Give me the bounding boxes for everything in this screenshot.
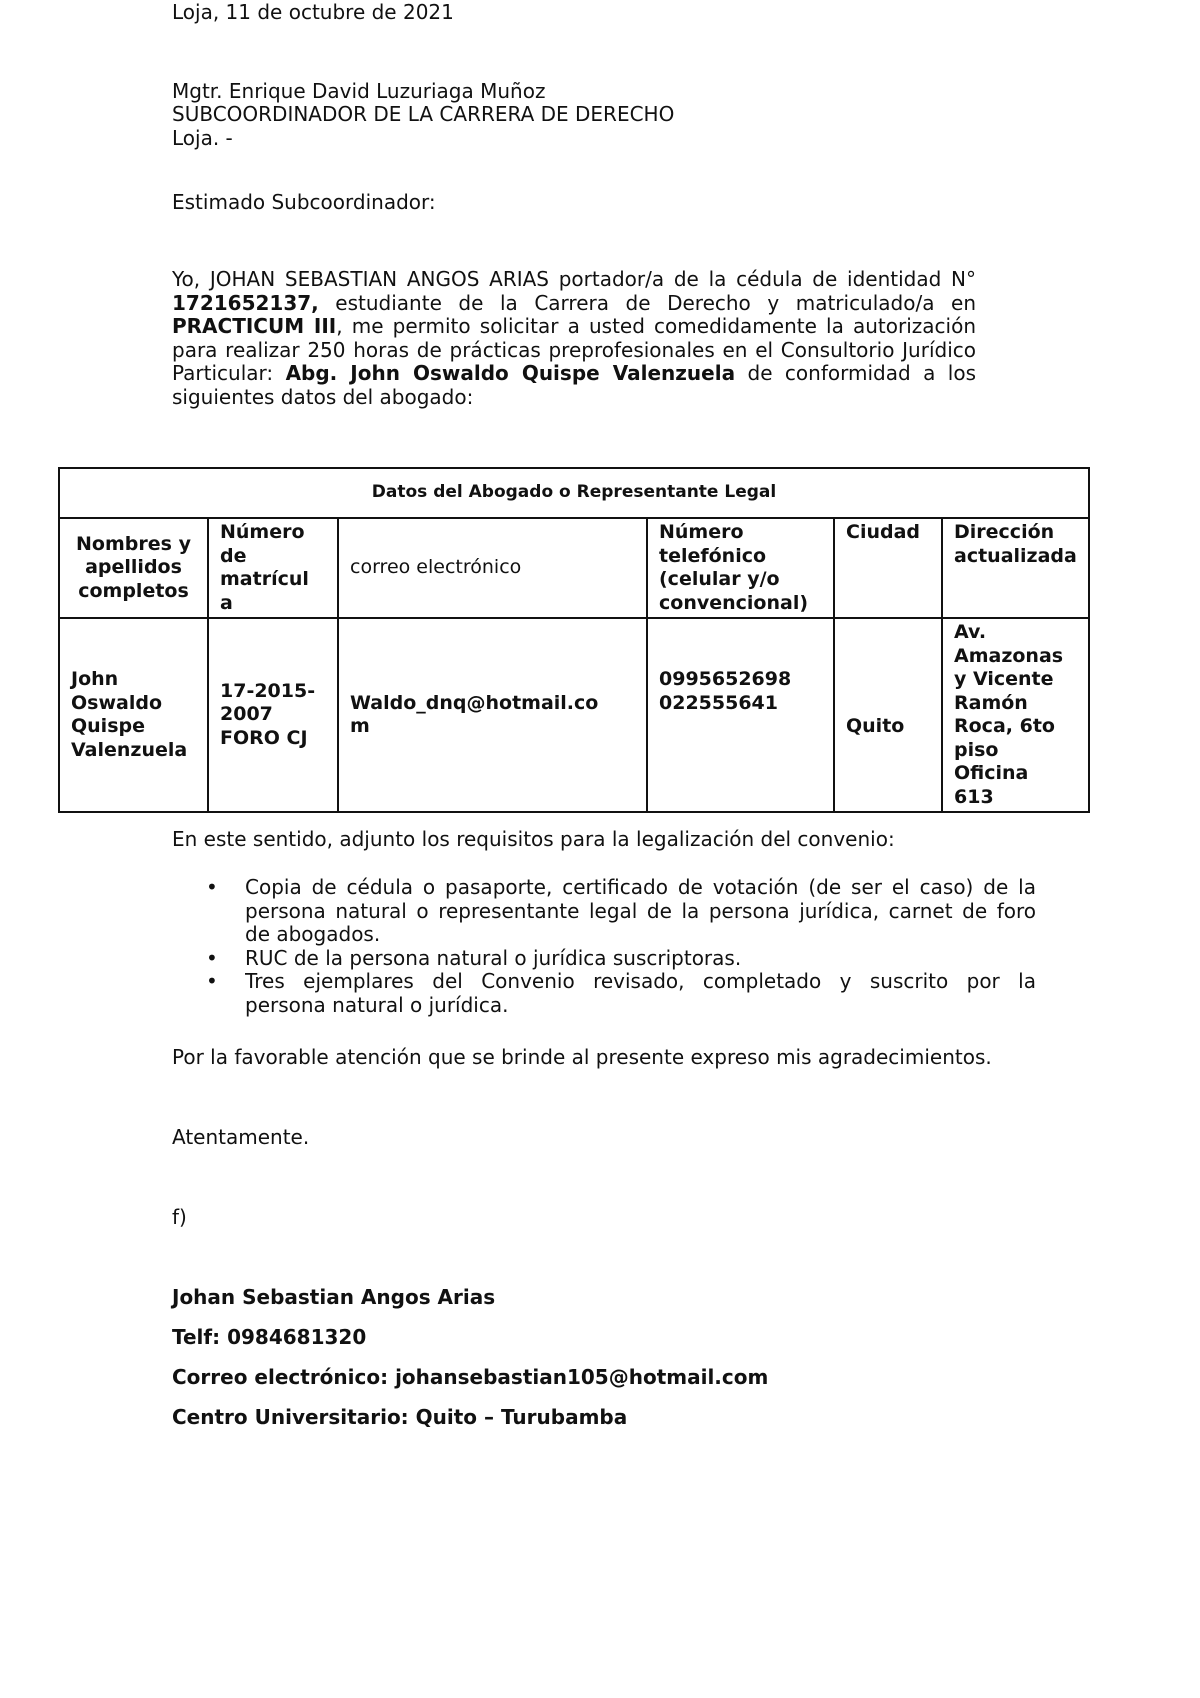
body-line: para realizar 250 horas de prácticas preprofesionales en el Consultorio Jurídico: [172, 338, 976, 362]
cell-names: John Oswaldo Quispe Valenzuela: [59, 618, 208, 812]
bullet-icon: •: [206, 945, 218, 970]
farewell: Atentamente.: [172, 1125, 310, 1149]
date-line: Loja, 11 de octubre de 2021: [172, 0, 454, 24]
body-line: Particular: Abg. John Oswaldo Quispe Valenzuela de conformidad a los: [172, 362, 976, 385]
list-item: • Copia de cédula o pasaporte, certificado de votación (de ser el caso) de la persona natural o representante legal de la persona jurídica, carnet de foro de abogados.: [206, 875, 1036, 946]
table-header-row: [59, 518, 1089, 618]
signer-center: Centro Universitario: Quito – Turubamba: [172, 1405, 628, 1429]
signer-phone: Telf: 0984681320: [172, 1325, 367, 1349]
body-line: 1721652137, estudiante de la Carrera de Derecho y matriculado/a en: [172, 291, 976, 315]
recipient-name: Mgtr. Enrique David Luzuriaga Muñoz: [172, 79, 546, 103]
salutation: Estimado Subcoordinador:: [172, 190, 436, 214]
recipient-city: Loja. -: [172, 126, 233, 150]
list-item: • RUC de la persona natural o jurídica suscriptoras.: [206, 945, 742, 970]
requirements-intro: En este sentido, adjunto los requisitos para la legalización del convenio:: [172, 827, 895, 851]
cell-phones: 0995652698 022555641: [647, 618, 834, 812]
recipient-title: SUBCOORDINADOR DE LA CARRERA DE DERECHO: [172, 102, 675, 126]
header-city: Ciudad: [834, 518, 942, 618]
cell-matricula: 17-2015- 2007 FORO CJ: [208, 618, 338, 812]
body-line: PRACTICUM III, me permito solicitar a usted comedidamente la autorización: [172, 315, 976, 338]
lawyer-name-inline: Abg. John Oswaldo Quispe Valenzuela: [285, 362, 736, 385]
bullet-icon: •: [206, 969, 218, 993]
table-title: Datos del Abogado o Representante Legal: [59, 468, 1089, 518]
header-phone: Número telefónico (celular y/o convencional): [647, 518, 834, 618]
signature-mark: f): [172, 1205, 187, 1229]
cell-address: Av. Amazonas y Vicente Ramón Roca, 6to piso Oficina 613: [942, 618, 1089, 812]
lawyer-data-table: [58, 467, 1090, 813]
closing-text: Por la favorable atención que se brinde al presente expreso mis agradecimientos.: [172, 1045, 992, 1069]
cell-email: Waldo_dnq@hotmail.co m: [338, 618, 647, 812]
bullet-icon: •: [206, 875, 218, 899]
table-row: [59, 618, 1089, 812]
body-line: Yo, JOHAN SEBASTIAN ANGOS ARIAS portador/a de la cédula de identidad N°: [172, 268, 976, 291]
list-item: • Tres ejemplares del Convenio revisado, completado y suscrito por la persona natural o jurídica.: [206, 969, 1036, 1017]
body-paragraph: [172, 268, 976, 409]
course-name: PRACTICUM III: [172, 315, 337, 338]
header-address: Dirección actualizada: [942, 518, 1089, 618]
signer-email: Correo electrónico: johansebastian105@hotmail.com: [172, 1365, 769, 1389]
requirements-list: [172, 876, 1036, 1017]
signer-name: Johan Sebastian Angos Arias: [172, 1285, 496, 1309]
id-number: 1721652137,: [172, 291, 319, 315]
cell-city: Quito: [834, 618, 942, 812]
body-line: siguientes datos del abogado:: [172, 385, 474, 409]
header-matricula: Número de matrícul a: [208, 518, 338, 618]
header-names: Nombres y apellidos completos: [59, 518, 208, 618]
header-email: correo electrónico: [338, 518, 647, 618]
